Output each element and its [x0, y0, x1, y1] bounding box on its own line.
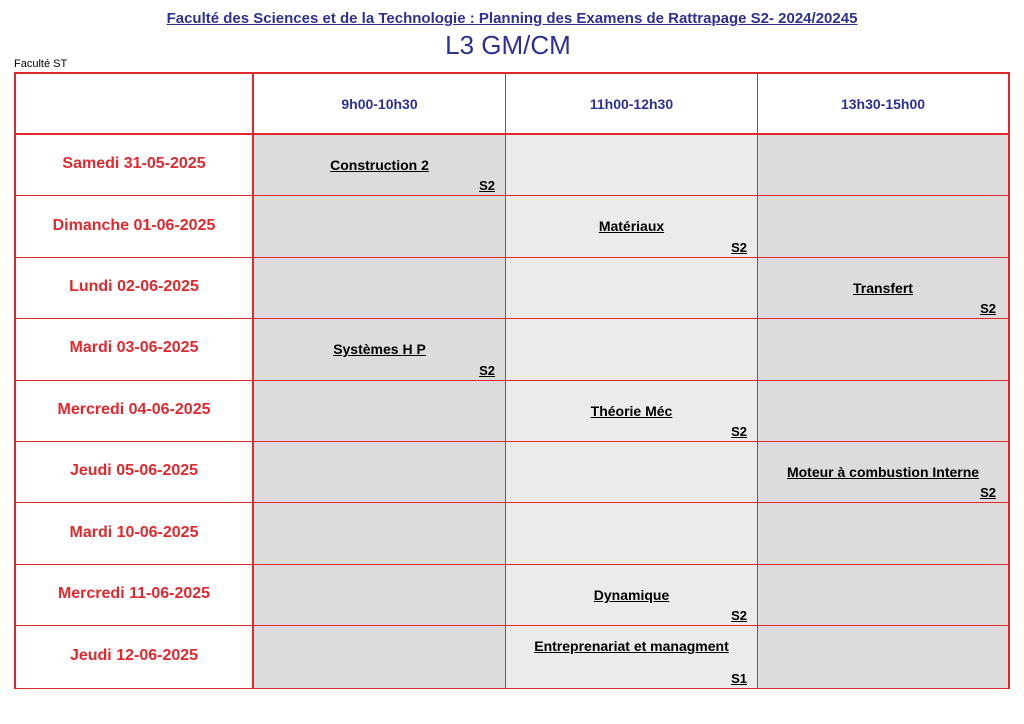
semester-tag: S2 [479, 362, 495, 378]
exam-name: Construction 2 [330, 157, 429, 173]
faculty-label: Faculté ST [14, 58, 68, 70]
semester-tag: S2 [980, 485, 996, 501]
empty-cell [254, 442, 506, 503]
exam-name: Systèmes H P [333, 341, 426, 358]
class-title: L3 GM/CM [445, 30, 571, 60]
day-cell [16, 503, 254, 564]
empty-cell [254, 626, 506, 687]
exam-name: Matériaux [598, 218, 665, 235]
exam-cell [254, 135, 506, 196]
empty-cell [758, 565, 1008, 626]
empty-cell [758, 196, 1008, 257]
day-cell [16, 258, 254, 319]
empty-cell [758, 503, 1008, 564]
empty-cell [758, 381, 1008, 442]
empty-cell [254, 196, 506, 257]
semester-tag: S2 [731, 608, 747, 624]
exam-name: Théorie Méc [590, 402, 673, 419]
empty-cell [254, 565, 506, 626]
corner-cell [16, 74, 254, 135]
day-cell [16, 135, 254, 196]
semester-tag: S2 [479, 178, 495, 194]
time-slot-header [506, 74, 758, 135]
semester-tag: S2 [731, 239, 747, 255]
semester-tag: S2 [980, 301, 996, 317]
day-cell [16, 381, 254, 442]
time-slot-label: 9h00-10h30 [341, 95, 418, 112]
time-slot-label: 13h30-15h00 [840, 95, 926, 112]
day-label: Jeudi 05-06-2025 [69, 462, 199, 480]
day-label: Mercredi 11-06-2025 [57, 584, 211, 602]
day-cell [16, 319, 254, 380]
empty-cell [254, 381, 506, 442]
day-cell [16, 626, 254, 687]
empty-cell [758, 135, 1008, 196]
exam-cell [758, 258, 1008, 319]
day-cell [16, 565, 254, 626]
exam-cell [506, 565, 758, 626]
day-label: Samedi 31-05-2025 [62, 155, 206, 173]
document-title: Faculté des Sciences et de la Technologie : Planning des Examens de Rattrapage S2- 2024/20245 [166, 10, 858, 27]
exam-name: Dynamique [593, 586, 670, 603]
empty-cell [506, 442, 758, 503]
exam-schedule-table [14, 72, 1010, 689]
time-slot-header [758, 74, 1008, 135]
time-slot-header [254, 74, 506, 135]
exam-cell [758, 442, 1008, 503]
day-label: Mardi 10-06-2025 [69, 523, 199, 541]
exam-name: Moteur à combustion Interne [786, 463, 980, 480]
day-label: Lundi 02-06-2025 [69, 277, 199, 295]
day-cell [16, 196, 254, 257]
empty-cell [758, 319, 1008, 380]
exam-cell [506, 626, 758, 687]
semester-tag: S2 [731, 423, 747, 439]
empty-cell [506, 503, 758, 564]
empty-cell [506, 135, 758, 196]
day-label: Dimanche 01-06-2025 [52, 216, 216, 234]
exam-cell [254, 319, 506, 380]
exam-name: Transfert [853, 279, 913, 296]
semester-tag: S1 [731, 670, 747, 686]
empty-cell [506, 258, 758, 319]
day-label: Mardi 03-06-2025 [69, 339, 199, 357]
exam-cell [506, 196, 758, 257]
empty-cell [254, 503, 506, 564]
exam-cell [506, 381, 758, 442]
empty-cell [758, 626, 1008, 687]
day-cell [16, 442, 254, 503]
exam-name: Entreprenariat et managment [534, 638, 729, 655]
day-label: Mercredi 04-06-2025 [57, 400, 211, 418]
empty-cell [254, 258, 506, 319]
day-label: Jeudi 12-06-2025 [69, 646, 199, 664]
time-slot-label: 11h00-12h30 [589, 95, 674, 112]
empty-cell [506, 319, 758, 380]
